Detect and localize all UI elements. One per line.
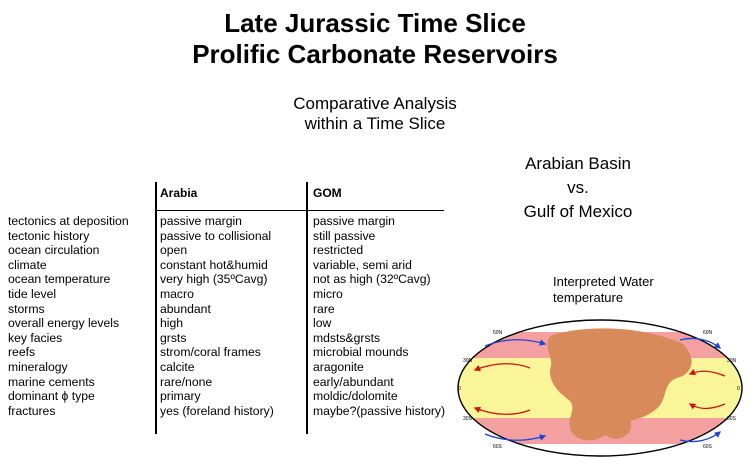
gom-cell: microbial mounds [313, 345, 409, 360]
comparison-table [8, 182, 458, 434]
arabia-cell: constant hot&humid [160, 257, 268, 272]
lat-label-30n-left: 30N [463, 358, 473, 364]
arabia-cell: rare/none [160, 374, 213, 389]
gom-cell: moldic/dolomite [313, 389, 398, 404]
column-header-gom: GOM [313, 186, 342, 200]
map-label [553, 274, 703, 306]
gom-cell: maybe?(passive history) [313, 403, 446, 418]
gom-cell: still passive [313, 228, 376, 243]
arabia-cell: yes (foreland history) [160, 403, 274, 418]
arabia-cell: abundant [160, 301, 211, 316]
arabia-column [160, 182, 310, 418]
basin-line2: vs. [567, 178, 589, 197]
page-title-line2: Prolific Carbonate Reservoirs [192, 39, 558, 69]
arabia-cell: macro [160, 286, 194, 301]
gom-cell: restricted [313, 243, 364, 258]
basin-line3: Gulf of Mexico [523, 202, 633, 221]
row-label: climate [8, 257, 47, 272]
column-header-arabia: Arabia [160, 186, 198, 200]
column-divider [155, 182, 157, 434]
arabia-cell: primary [160, 389, 201, 404]
row-labels-column [8, 214, 154, 418]
arabia-cell: very high (35ºCavg) [160, 272, 268, 287]
gom-cell: early/abundant [313, 374, 394, 389]
row-label: mineralogy [8, 359, 68, 374]
page-title-line1: Late Jurassic Time Slice [224, 8, 526, 38]
arabia-cell: strom/coral frames [160, 345, 261, 360]
gom-cell: passive margin [313, 214, 395, 228]
subtitle-line2: within a Time Slice [304, 114, 446, 133]
gom-cell: aragonite [313, 359, 364, 374]
row-label: tectonics at deposition [8, 214, 129, 228]
lat-label-60s-left: 60S [493, 444, 502, 450]
arabia-cell: passive to collisional [160, 228, 272, 243]
row-label: ocean circulation [8, 243, 100, 258]
gom-column [313, 182, 461, 418]
lat-label-0-right: 0 [737, 386, 740, 392]
gom-cell: rare [313, 301, 335, 316]
row-label: dominant ϕ type [8, 389, 95, 404]
row-label: storms [8, 301, 45, 316]
arabia-cell: high [160, 316, 184, 331]
row-label: fractures [8, 403, 56, 418]
paleo-water-temperature-map [455, 318, 745, 458]
row-label: marine cements [8, 374, 95, 389]
row-label: tide level [8, 286, 57, 301]
basin-comparison [488, 152, 668, 224]
subtitle-line1: Comparative Analysis [293, 94, 457, 113]
gom-cell: not as high (32ºCavg) [313, 272, 431, 287]
lat-label-30s-left: 30S [463, 416, 472, 422]
arabia-cell: open [160, 243, 188, 258]
gom-cell: low [313, 316, 332, 331]
lat-label-30n-right: 30N [727, 358, 737, 364]
lat-label-60n-left: 60N [493, 330, 503, 336]
gom-cell: mdsts&grsts [313, 330, 381, 345]
basin-line1: Arabian Basin [525, 154, 631, 173]
lat-label-60n-right: 60N [703, 330, 713, 336]
map-label-line2: temperature [553, 290, 624, 305]
row-label: tectonic history [8, 228, 90, 243]
lat-label-60s-right: 60S [703, 444, 712, 450]
lat-label-30s-right: 30S [727, 416, 736, 422]
row-label: reefs [8, 345, 36, 360]
lat-label-0-left: 0 [458, 386, 461, 392]
arabia-cell: calcite [160, 359, 195, 374]
subtitle [250, 94, 500, 134]
arabia-cell: passive margin [160, 214, 242, 228]
row-label: key facies [8, 330, 63, 345]
arabia-cell: grsts [160, 330, 187, 345]
gom-cell: variable, semi arid [313, 257, 412, 272]
map-label-line1: Interpreted Water [553, 274, 654, 289]
gom-cell: micro [313, 286, 343, 301]
row-label: overall energy levels [8, 316, 120, 331]
row-label: ocean temperature [8, 272, 111, 287]
